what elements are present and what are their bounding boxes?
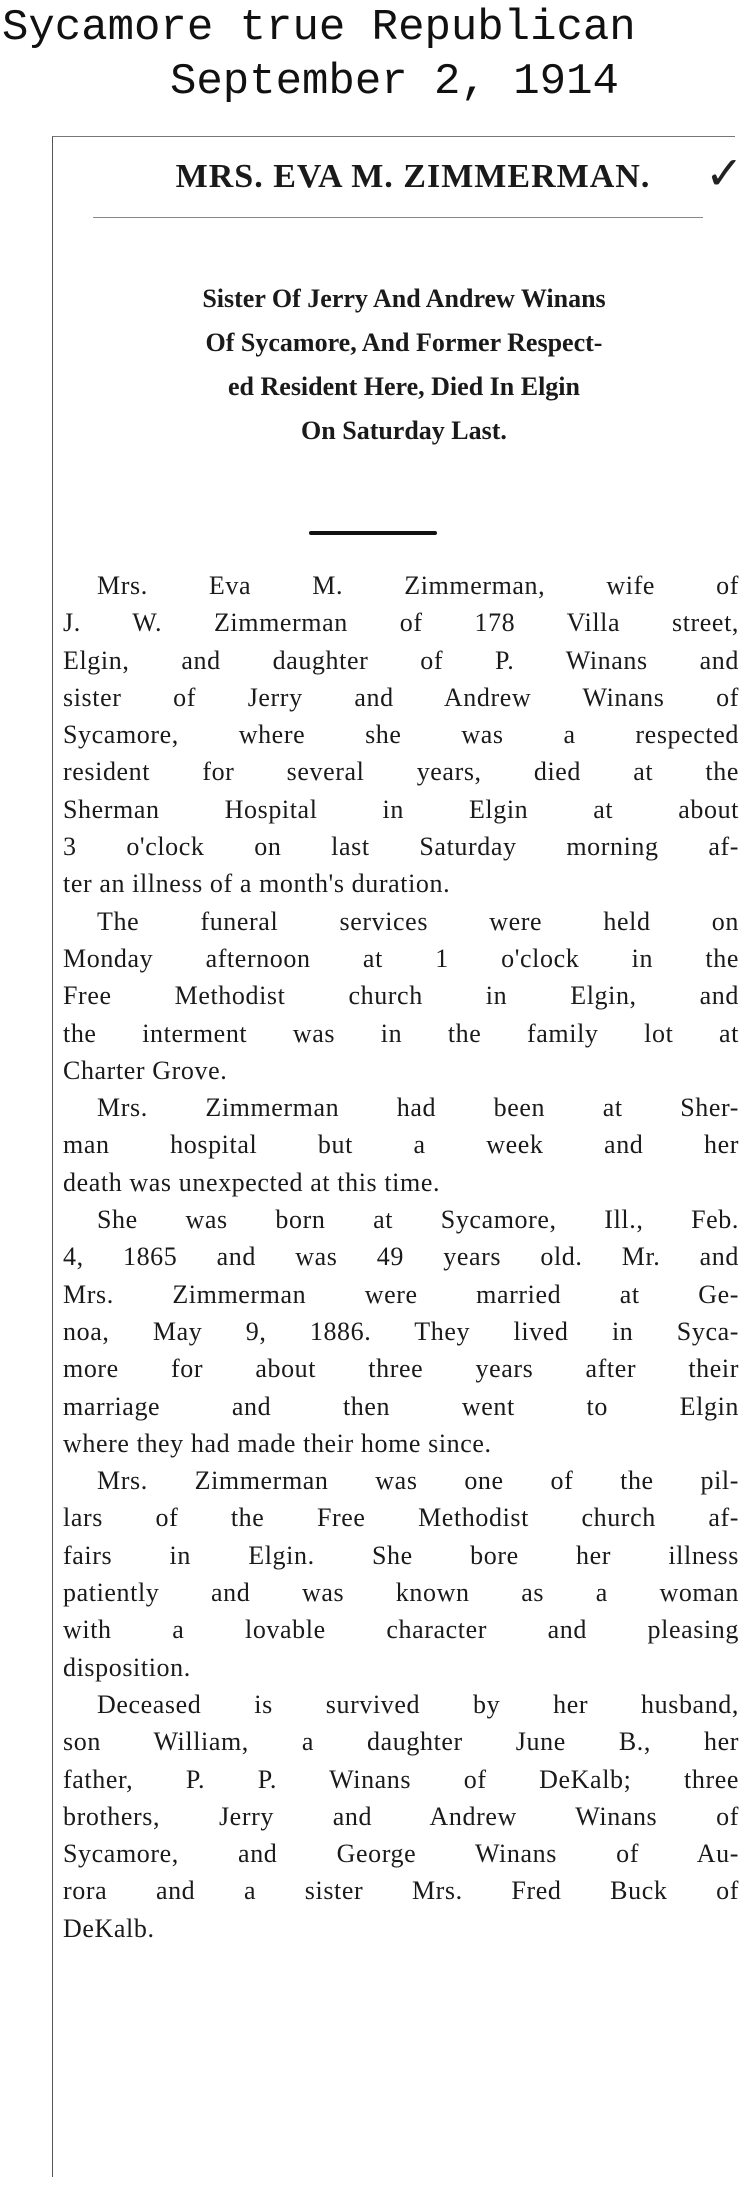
subheadline-line: Sister Of Jerry And Andrew Winans bbox=[202, 284, 606, 313]
body-line: brothers, Jerry and Andrew Winans of bbox=[63, 1801, 739, 1831]
body-line: Elgin, and daughter of P. Winans and bbox=[63, 645, 739, 675]
subheadline-line: On Saturday Last. bbox=[301, 416, 507, 445]
publication-name: Sycamore true Republican bbox=[2, 3, 636, 53]
body-line: 3 o'clock on last Saturday morning af- bbox=[63, 832, 739, 862]
body-line: rora and a sister Mrs. Fred Buck of bbox=[63, 1876, 739, 1906]
body-line: Mrs. Zimmerman was one of the pil- bbox=[97, 1466, 739, 1496]
body-line: man hospital but a week and her bbox=[63, 1130, 739, 1160]
subheadline-line: ed Resident Here, Died In Elgin bbox=[228, 372, 580, 401]
body-line: more for about three years after their bbox=[63, 1354, 739, 1384]
body-line: the interment was in the family lot at bbox=[63, 1018, 739, 1048]
body-line: sister of Jerry and Andrew Winans of bbox=[63, 682, 739, 712]
body-line: where they had made their home since. bbox=[63, 1428, 492, 1458]
body-line: Mrs. Zimmerman were married at Ge- bbox=[63, 1279, 739, 1309]
body-line: The funeral services were held on bbox=[97, 906, 739, 936]
body-line: marriage and then went to Elgin bbox=[63, 1391, 739, 1421]
body-line: fairs in Elgin. She bore her illness bbox=[63, 1540, 739, 1570]
body-line: Deceased is survived by her husband, bbox=[97, 1689, 739, 1719]
body-line: death was unexpected at this time. bbox=[63, 1167, 441, 1197]
body-line: Sherman Hospital in Elgin at about bbox=[63, 794, 739, 824]
body-line: Mrs. Eva M. Zimmerman, wife of bbox=[97, 571, 739, 600]
subheadline-line: Of Sycamore, And Former Respect- bbox=[205, 328, 603, 357]
body-line: Sycamore, and George Winans of Au- bbox=[63, 1839, 739, 1869]
body-line: Monday afternoon at 1 o'clock in the bbox=[63, 943, 739, 973]
divider-rule bbox=[309, 531, 437, 535]
body-line: DeKalb. bbox=[63, 1913, 155, 1943]
body-line: Charter Grove. bbox=[63, 1055, 228, 1085]
newspaper-clipping bbox=[52, 136, 739, 2177]
body-line: Mrs. Zimmerman had been at Sher- bbox=[97, 1093, 739, 1123]
body-line: patiently and was known as a woman bbox=[63, 1578, 739, 1608]
article bbox=[53, 137, 739, 2177]
body-line: J. W. Zimmerman of 178 Villa street, bbox=[63, 608, 739, 638]
body-line: with a lovable character and pleasing bbox=[63, 1615, 739, 1645]
body-line: Free Methodist church in Elgin, and bbox=[63, 981, 739, 1011]
body-line: noa, May 9, 1886. They lived in Syca- bbox=[63, 1316, 739, 1346]
publication-date: September 2, 1914 bbox=[170, 57, 619, 107]
body-line: lars of the Free Methodist church af- bbox=[63, 1503, 739, 1533]
body-line: ter an illness of a month's duration. bbox=[63, 869, 451, 899]
handwritten-check-mark: ✓ bbox=[705, 146, 744, 200]
body-line: father, P. P. Winans of DeKalb; three bbox=[63, 1764, 739, 1794]
body-line: resident for several years, died at the bbox=[63, 757, 739, 787]
body-line: son William, a daughter June B., her bbox=[63, 1727, 739, 1757]
body-line: disposition. bbox=[63, 1652, 191, 1682]
body-line: She was born at Sycamore, Ill., Feb. bbox=[97, 1205, 739, 1235]
body-line: 4, 1865 and was 49 years old. Mr. and bbox=[63, 1242, 739, 1272]
article-subheadline bbox=[89, 277, 719, 453]
body-line: Sycamore, where she was a respected bbox=[63, 720, 739, 750]
article-headline: MRS. EVA M. ZIMMERMAN. bbox=[175, 158, 651, 195]
top-rule bbox=[93, 217, 703, 218]
article-body bbox=[63, 567, 739, 1947]
